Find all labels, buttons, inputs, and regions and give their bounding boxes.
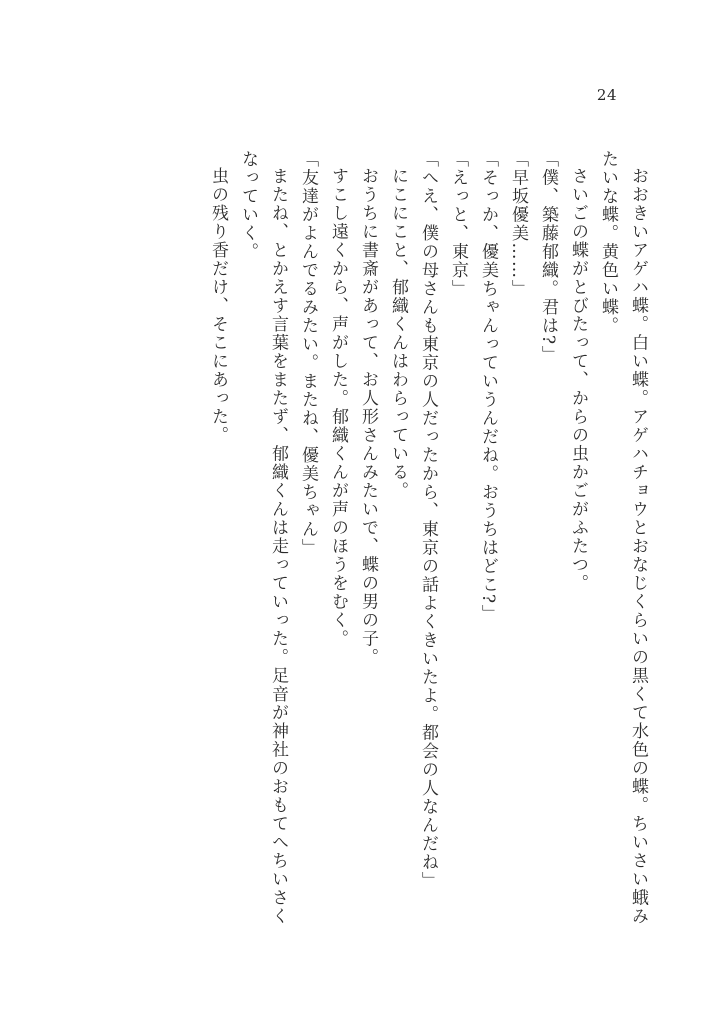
vertical-text-body (203, 150, 653, 940)
paragraph-matane: またね、とかえす言葉をまたず、郁織くんは走っていった。足音が神社のおもてへちいさくなっていく。 (238, 150, 288, 926)
dialog-sokka: 「そっか、優美ちゃんっていうんだね。おうちはどこ?」 (478, 150, 498, 624)
dialog-hee: 「へえ、僕の母さんも東京の人だったから、東京の話よくきいたよ。都会の人なんだね」 (418, 150, 438, 890)
page-number: 24 (596, 86, 617, 104)
dialog-boku: 「僕、築藤郁織。君は?」 (538, 150, 558, 365)
dialog-tokyo: 「えっと、東京」 (448, 150, 468, 298)
paragraph-butterflies: おおきいアゲハ蝶。白い蝶。アゲハチョウとおなじくらいの黒くて水色の蝶。ちいさい蛾みたいな蝶。黄色い蝶。 (598, 150, 648, 926)
paragraph-last-butterfly: さいごの蝶がとびたって、からの虫かごがふたつ。 (568, 167, 588, 593)
paragraph-shosai: おうちに書斎があって、お人形さんみたいで、蝶の男の子。 (358, 167, 378, 667)
dialog-hayasaka: 「早坂優美……」 (508, 150, 528, 298)
paragraph-nikoniko: にこにこと、郁織くんはわらっている。 (388, 167, 408, 500)
paragraph-koe: すこし遠くから、声がした。郁織くんが声のほうをむく。 (328, 167, 348, 648)
dialog-tomodachi: 「友達がよんでるみたい。またね、優美ちゃん」 (298, 150, 318, 557)
paragraph-nokoriga: 虫の残り香だけ、そこにあった。 (208, 167, 228, 445)
